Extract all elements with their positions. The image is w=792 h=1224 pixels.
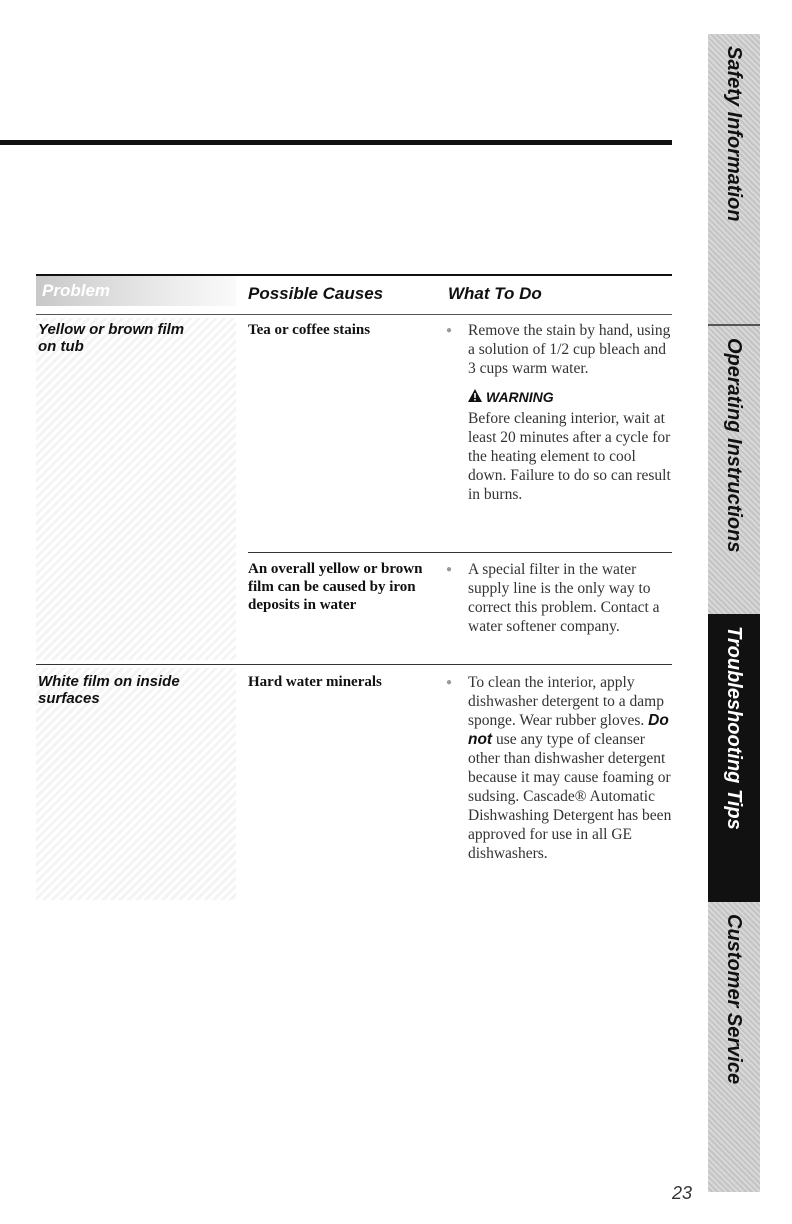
header-underline — [36, 314, 672, 315]
todo-text-before: To clean the interior, apply dishwasher detergent to a damp sponge. Wear rubber gloves. — [468, 674, 664, 729]
side-tab-troubleshooting-tips[interactable] — [708, 614, 760, 902]
warning-text: Before cleaning interior, wait at least 20 minutes after a cycle for the heating element to cool down. Failure to do so can result in burns. — [468, 410, 671, 503]
todo-row-3 — [446, 673, 674, 863]
problem-line-2: on tub — [38, 338, 84, 355]
cause-hard-water: Hard water minerals — [248, 674, 382, 690]
cause-iron-deposits: An overall yellow or brown film can be caused by iron deposits in water — [248, 561, 423, 613]
problem-line-1: Yellow or brown film — [38, 321, 185, 338]
bullet-icon: ● — [446, 325, 453, 336]
side-tab-label: Troubleshooting Tips — [723, 626, 745, 830]
side-tab-label: Customer Service — [723, 914, 745, 1085]
header-possible-causes: Possible Causes — [248, 284, 384, 303]
row-rule-1 — [248, 552, 672, 553]
problem-yellow-brown-film — [38, 321, 228, 355]
header-problem: Problem — [36, 276, 236, 306]
side-tab-label: Safety Information — [723, 46, 745, 222]
todo-text — [452, 673, 674, 863]
warning-heading — [468, 388, 674, 407]
todo-text: A special filter in the water supply line is the only way to correct this problem. Contact a water softener company. — [468, 561, 660, 635]
side-tab-customer-service[interactable] — [708, 902, 760, 1192]
problem-shade-1 — [36, 318, 236, 660]
problem-white-film — [38, 673, 228, 707]
todo-text: Remove the stain by hand, using a solution of 1/2 cup bleach and 3 cups warm water. — [468, 322, 671, 377]
problem-line-2: surfaces — [38, 690, 100, 707]
side-tab-safety-information[interactable] — [708, 34, 760, 324]
cause-tea-coffee: Tea or coffee stains — [248, 322, 371, 338]
side-tab-label: Operating Instructions — [723, 338, 745, 553]
bullet-icon: ● — [446, 564, 453, 575]
top-rule — [0, 140, 672, 145]
todo-text-after: use any type of cleanser other than dishwasher detergent because it may cause foaming or sudsing. Cascade® Automatic Dishwashing Detergent has been approved for use in all GE dishwashers. — [468, 731, 672, 862]
warning-triangle-icon — [468, 388, 482, 407]
page-number: 23 — [672, 1183, 693, 1203]
side-tab-operating-instructions[interactable] — [708, 326, 760, 614]
do-not-emphasis: Do not — [468, 712, 669, 748]
header-what-to-do: What To Do — [448, 284, 542, 303]
warning-label: WARNING — [486, 389, 554, 405]
problem-line-1: White film on inside — [38, 673, 180, 690]
bullet-icon: ● — [446, 677, 453, 688]
todo-row-2 — [446, 560, 674, 636]
row-rule-2 — [36, 664, 672, 665]
todo-row-1 — [446, 321, 674, 504]
